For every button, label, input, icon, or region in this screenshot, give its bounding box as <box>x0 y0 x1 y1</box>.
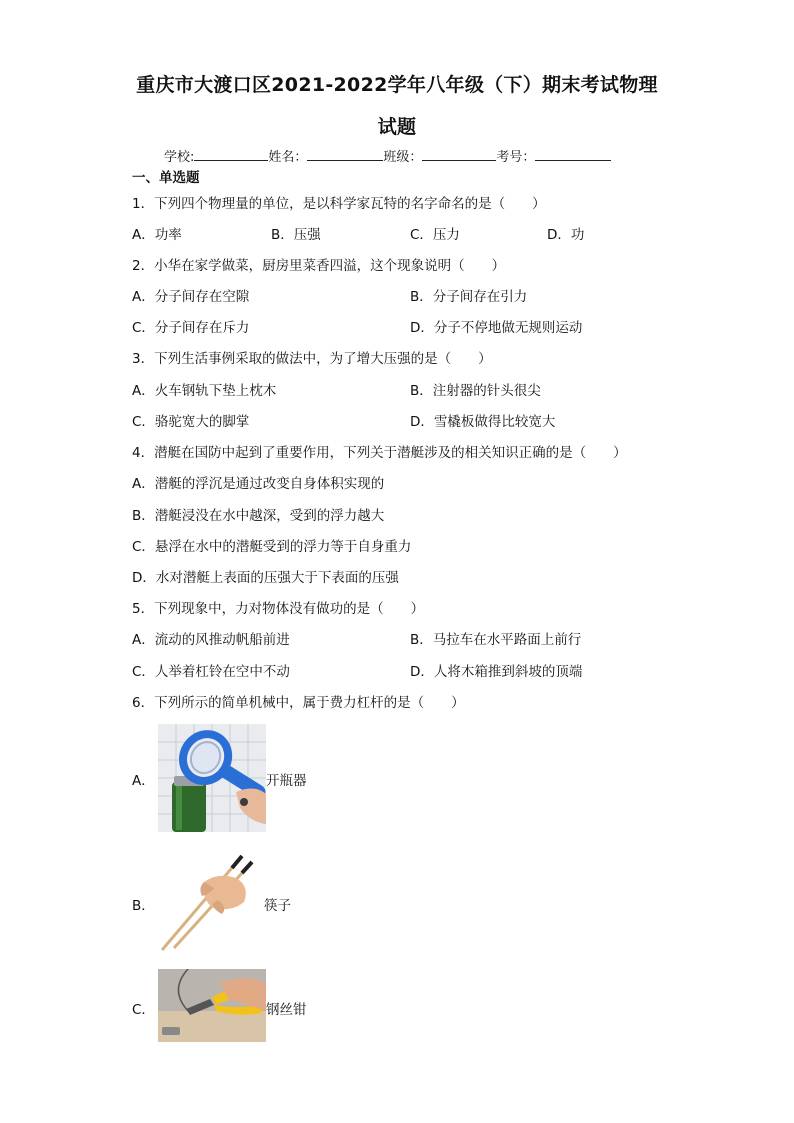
option-b: B．马拉车在水平路面上前行 <box>410 632 582 648</box>
school-label: 学校: <box>164 150 195 165</box>
option-b: B．潜艇浸没在水中越深，受到的浮力越大 <box>132 508 385 524</box>
option-c: C．人举着杠铃在空中不动 <box>132 664 290 680</box>
option-b: B．注射器的针头很尖 <box>410 383 541 399</box>
option-d: D．分子不停地做无规则运动 <box>410 320 583 336</box>
pliers-photo <box>158 969 266 1042</box>
question-stem: 5．下列现象中，力对物体没有做功的是（ ） <box>132 601 425 617</box>
option-a-label: 开瓶器 <box>266 773 307 789</box>
option-a: A．流动的风推动帆船前进 <box>132 632 290 648</box>
question-stem: 2．小华在家学做菜，厨房里菜香四溢，这个现象说明（ ） <box>132 258 506 274</box>
name-blank <box>307 148 383 161</box>
bottle-opener-photo <box>158 724 266 832</box>
option-c: C．悬浮在水中的潜艇受到的浮力等于自身重力 <box>132 539 412 555</box>
option-d: D．人将木箱推到斜坡的顶端 <box>410 664 583 680</box>
option-b-letter: B． <box>132 898 155 914</box>
option-d: D．水对潜艇上表面的压强大于下表面的压强 <box>132 570 399 586</box>
option-d: D．功 <box>547 227 585 243</box>
option-c-label: 钢丝钳 <box>266 1002 307 1018</box>
name-label: 姓名： <box>268 150 308 165</box>
section-heading: 一、单选题 <box>132 170 200 186</box>
class-blank <box>422 148 496 161</box>
class-label: 班级： <box>383 150 423 165</box>
student-info-line <box>164 146 611 165</box>
option-b: B．压强 <box>271 227 321 243</box>
question-stem: 6．下列所示的简单机械中，属于费力杠杆的是（ ） <box>132 695 465 711</box>
exam-no-label: 考号： <box>496 150 536 165</box>
school-blank <box>194 148 268 161</box>
option-d: D．雪橇板做得比较宽大 <box>410 414 556 430</box>
option-b: B．分子间存在引力 <box>410 289 528 305</box>
option-c: C．分子间存在斥力 <box>132 320 250 336</box>
option-c: C．压力 <box>410 227 460 243</box>
page-title: 重庆市大渡口区2021-2022学年八年级（下）期末考试物理 <box>136 74 658 96</box>
chopsticks-photo <box>158 852 266 954</box>
option-c: C．骆驼宽大的脚掌 <box>132 414 250 430</box>
option-a: A．分子间存在空隙 <box>132 289 250 305</box>
exam-no-blank <box>535 148 611 161</box>
question-stem: 1．下列四个物理量的单位，是以科学家瓦特的名字命名的是（ ） <box>132 196 546 212</box>
question-stem: 4．潜艇在国防中起到了重要作用，下列关于潜艇涉及的相关知识正确的是（ ） <box>132 445 627 461</box>
option-a: A．火车钢轨下垫上枕木 <box>132 383 277 399</box>
option-a-letter: A． <box>132 773 155 789</box>
option-a: A．功率 <box>132 227 182 243</box>
question-stem: 3．下列生活事例采取的做法中，为了增大压强的是（ ） <box>132 351 492 367</box>
option-b-label: 筷子 <box>264 898 291 914</box>
page-title-line2: 试题 <box>377 116 417 138</box>
option-c-letter: C． <box>132 1002 155 1018</box>
option-a: A．潜艇的浮沉是通过改变自身体积实现的 <box>132 476 385 492</box>
